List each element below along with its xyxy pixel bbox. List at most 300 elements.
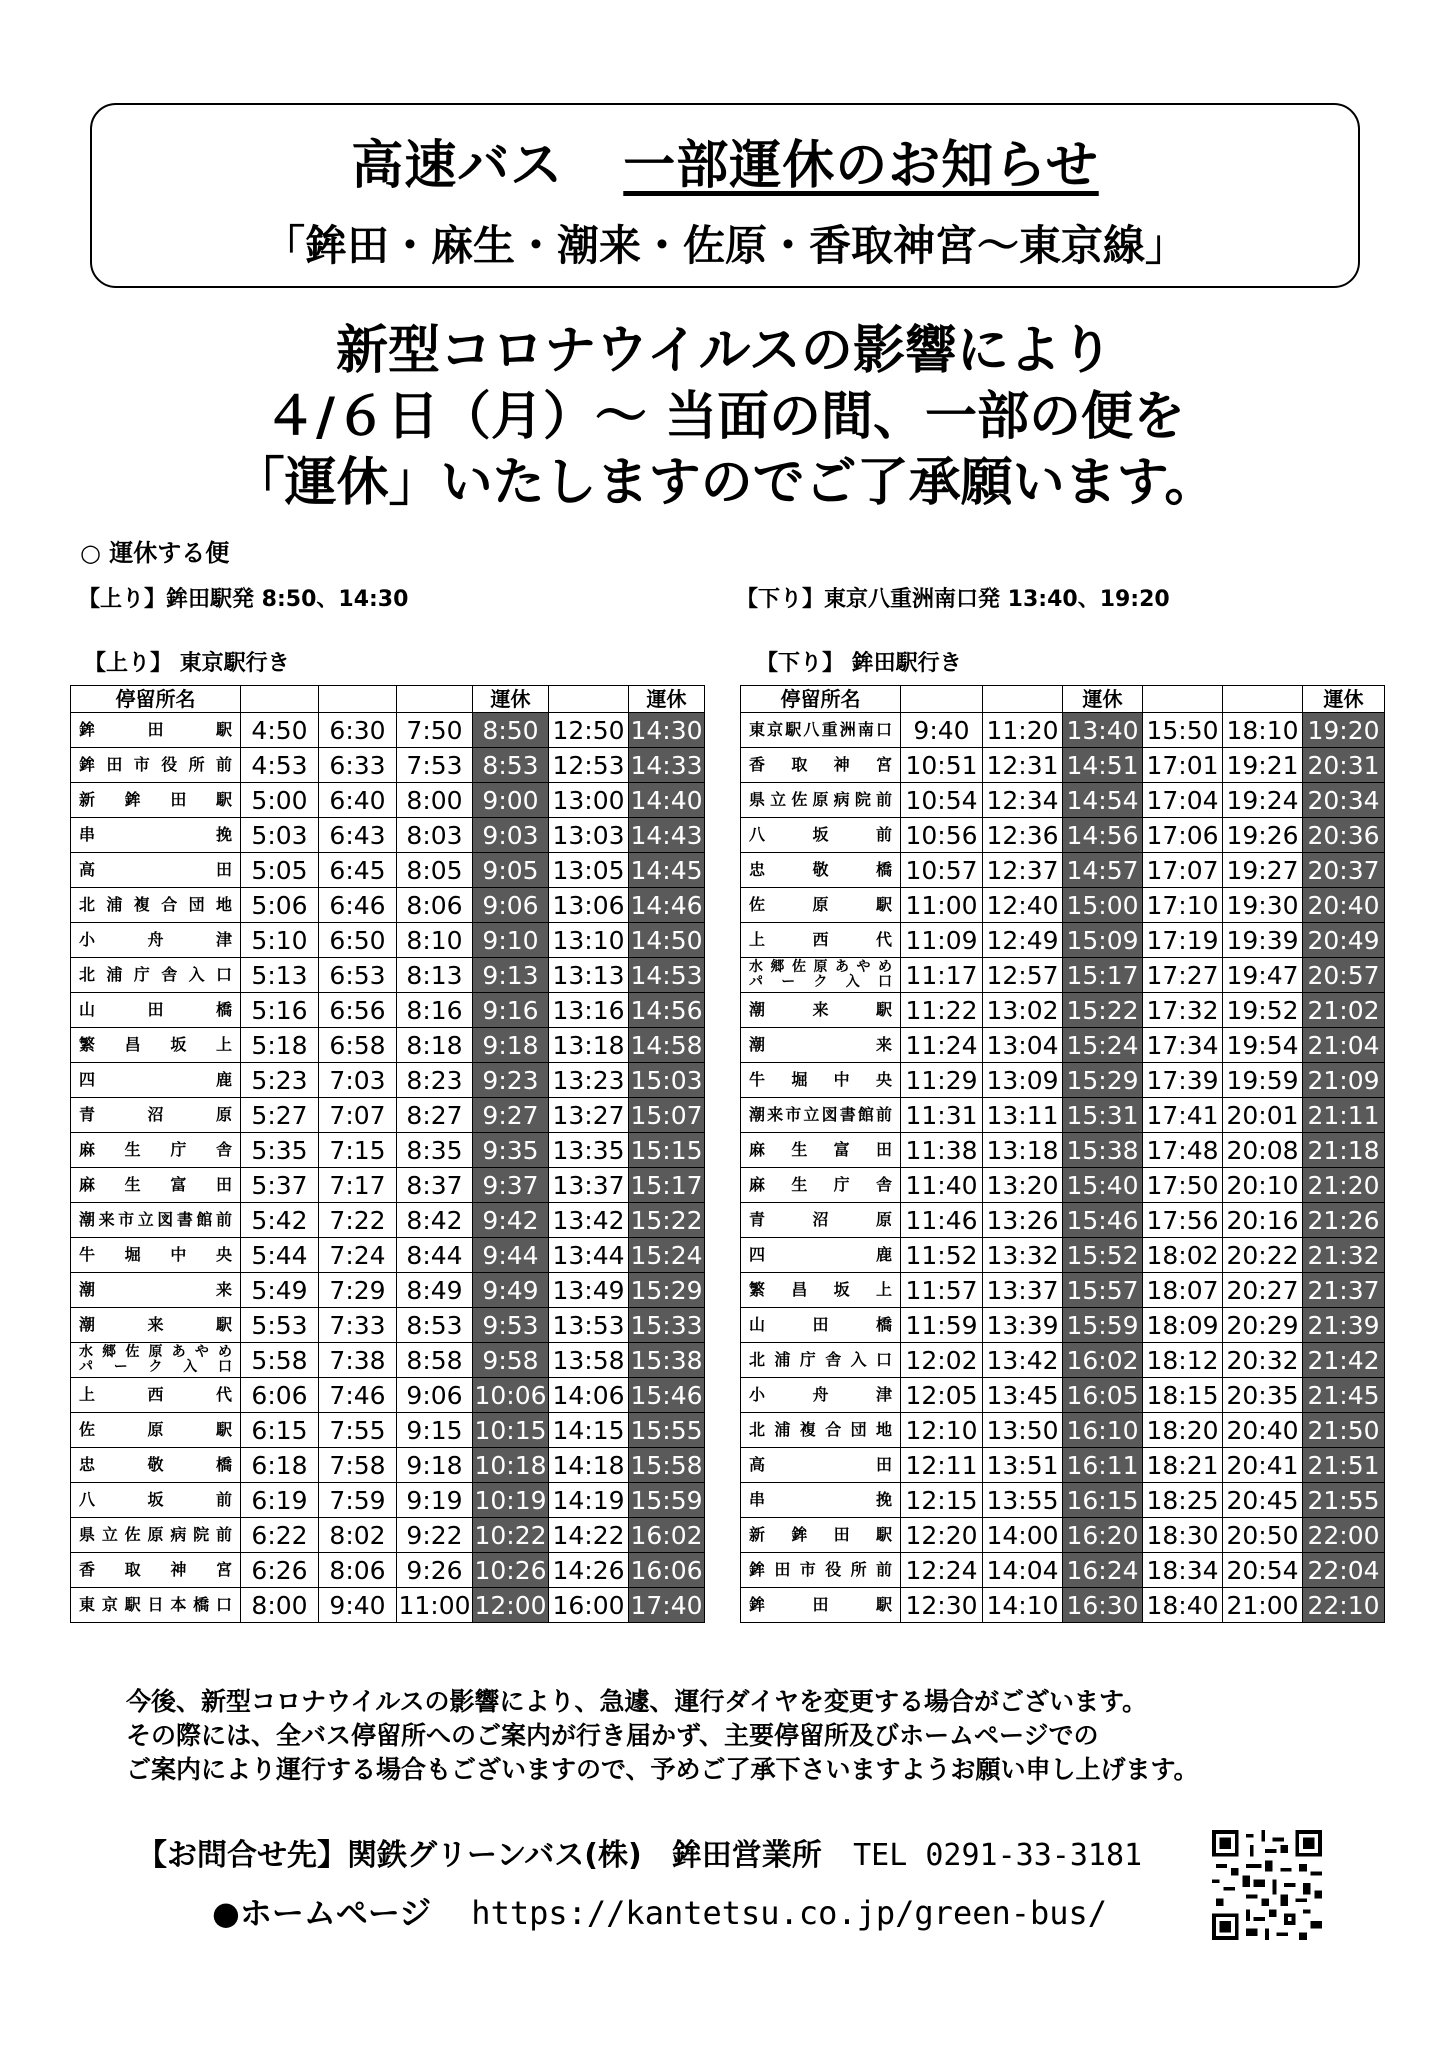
time-cell: 9:40 (319, 1588, 397, 1623)
time-cell: 6:22 (241, 1518, 319, 1553)
time-cell: 13:13 (549, 958, 629, 993)
time-cell: 8:05 (397, 853, 473, 888)
table-row (71, 1168, 705, 1203)
time-cell: 13:05 (549, 853, 629, 888)
time-cell: 10:54 (901, 783, 983, 818)
stop-name: 潮来駅 (741, 993, 901, 1028)
time-cell: 9:10 (473, 923, 549, 958)
time-cell: 15:24 (629, 1238, 705, 1273)
time-cell: 17:10 (1143, 888, 1223, 923)
time-cell: 13:23 (549, 1063, 629, 1098)
time-cell: 15:50 (1143, 713, 1223, 748)
time-cell: 5:53 (241, 1308, 319, 1343)
table-row (71, 1553, 705, 1588)
stop-name: 県立佐原病院前 (741, 783, 901, 818)
column-header (549, 686, 629, 713)
down-timetable (740, 685, 1385, 1623)
time-cell: 10:26 (473, 1553, 549, 1588)
time-cell: 20:32 (1223, 1343, 1303, 1378)
time-cell: 9:37 (473, 1168, 549, 1203)
time-cell: 17:19 (1143, 923, 1223, 958)
time-cell: 21:55 (1303, 1483, 1385, 1518)
time-cell: 21:02 (1303, 993, 1385, 1028)
time-cell: 7:15 (319, 1133, 397, 1168)
time-cell: 16:24 (1063, 1553, 1143, 1588)
stop-name: 北浦庁舎入口 (71, 958, 241, 993)
time-cell: 13:20 (983, 1168, 1063, 1203)
time-cell: 7:53 (397, 748, 473, 783)
suspended-heading: ○ 運休する便 (80, 539, 230, 567)
time-cell: 7:24 (319, 1238, 397, 1273)
time-cell: 14:15 (549, 1413, 629, 1448)
column-header (241, 686, 319, 713)
suspended-down: 【下り】東京八重洲南口発 13:40、19:20 (736, 587, 1170, 612)
time-cell: 12:30 (901, 1588, 983, 1623)
table-row (741, 1413, 1385, 1448)
time-cell: 9:49 (473, 1273, 549, 1308)
table-row (741, 1028, 1385, 1063)
time-cell: 8:53 (397, 1308, 473, 1343)
time-cell: 20:01 (1223, 1098, 1303, 1133)
stop-name: 北浦庁舎入口 (741, 1343, 901, 1378)
time-cell: 11:57 (901, 1273, 983, 1308)
stop-name: 牛堀中央 (741, 1063, 901, 1098)
table-row (71, 853, 705, 888)
time-cell: 9:44 (473, 1238, 549, 1273)
table-row (71, 1518, 705, 1553)
time-cell: 17:39 (1143, 1063, 1223, 1098)
time-cell: 5:42 (241, 1203, 319, 1238)
title-service: 高速バス (351, 136, 564, 196)
time-cell: 7:22 (319, 1203, 397, 1238)
time-cell: 18:25 (1143, 1483, 1223, 1518)
time-cell: 6:58 (319, 1028, 397, 1063)
time-cell: 10:22 (473, 1518, 549, 1553)
time-cell: 13:16 (549, 993, 629, 1028)
time-cell: 19:52 (1223, 993, 1303, 1028)
time-cell: 11:22 (901, 993, 983, 1028)
time-cell: 14:50 (629, 923, 705, 958)
time-cell: 19:47 (1223, 958, 1303, 993)
table-row (71, 1063, 705, 1098)
table-row (71, 923, 705, 958)
time-cell: 13:49 (549, 1273, 629, 1308)
time-cell: 9:19 (397, 1483, 473, 1518)
time-cell: 20:37 (1303, 853, 1385, 888)
time-cell: 14:53 (629, 958, 705, 993)
table-row (741, 1308, 1385, 1343)
table-row (741, 748, 1385, 783)
time-cell: 14:26 (549, 1553, 629, 1588)
homepage-label: ●ホームページ (212, 1894, 432, 1932)
time-cell: 11:20 (983, 713, 1063, 748)
contact-tel[interactable]: TEL 0291-33-3181 (853, 1838, 1143, 1873)
time-cell: 15:55 (629, 1413, 705, 1448)
stop-name: 青沼原 (71, 1098, 241, 1133)
time-cell: 16:11 (1063, 1448, 1143, 1483)
time-cell: 12:40 (983, 888, 1063, 923)
time-cell: 13:39 (983, 1308, 1063, 1343)
time-cell: 5:44 (241, 1238, 319, 1273)
stop-name: 潮来市立図書館前 (71, 1203, 241, 1238)
table-row (741, 888, 1385, 923)
title-box (90, 103, 1360, 288)
time-cell: 9:42 (473, 1203, 549, 1238)
homepage-url[interactable]: https://kantetsu.co.jp/green-bus/ (471, 1894, 1108, 1932)
stop-name: 東京駅八重洲南口 (741, 713, 901, 748)
time-cell: 5:13 (241, 958, 319, 993)
stop-name: 新鉾田駅 (741, 1518, 901, 1553)
time-cell: 5:23 (241, 1063, 319, 1098)
table-row (71, 1098, 705, 1133)
time-cell: 16:20 (1063, 1518, 1143, 1553)
time-cell: 22:04 (1303, 1553, 1385, 1588)
time-cell: 11:31 (901, 1098, 983, 1133)
time-cell: 9:13 (473, 958, 549, 993)
time-cell: 18:10 (1223, 713, 1303, 748)
time-cell: 5:18 (241, 1028, 319, 1063)
time-cell: 6:26 (241, 1553, 319, 1588)
time-cell: 13:27 (549, 1098, 629, 1133)
time-cell: 11:40 (901, 1168, 983, 1203)
table-row (71, 993, 705, 1028)
time-cell: 21:09 (1303, 1063, 1385, 1098)
stop-name: 八坂前 (741, 818, 901, 853)
time-cell: 13:00 (549, 783, 629, 818)
time-cell: 18:12 (1143, 1343, 1223, 1378)
time-cell: 11:59 (901, 1308, 983, 1343)
time-cell: 9:23 (473, 1063, 549, 1098)
time-cell: 10:15 (473, 1413, 549, 1448)
stop-name: 潮来駅 (71, 1308, 241, 1343)
column-header (901, 686, 983, 713)
time-cell: 15:58 (629, 1448, 705, 1483)
time-cell: 9:27 (473, 1098, 549, 1133)
stop-name: 香取神宮 (741, 748, 901, 783)
time-cell: 14:54 (1063, 783, 1143, 818)
time-cell: 7:29 (319, 1273, 397, 1308)
time-cell: 9:18 (473, 1028, 549, 1063)
time-cell: 22:10 (1303, 1588, 1385, 1623)
time-cell: 15:17 (1063, 958, 1143, 993)
stop-name: 鉾田市役所前 (741, 1553, 901, 1588)
time-cell: 13:50 (983, 1413, 1063, 1448)
time-cell: 14:58 (629, 1028, 705, 1063)
up-caption: 【上り】 東京駅行き (84, 651, 290, 676)
time-cell: 19:39 (1223, 923, 1303, 958)
time-cell: 7:33 (319, 1308, 397, 1343)
stop-name: 四鹿 (71, 1063, 241, 1098)
time-cell: 17:32 (1143, 993, 1223, 1028)
down-caption: 【下り】 鉾田駅行き (756, 651, 962, 676)
time-cell: 16:02 (1063, 1343, 1143, 1378)
time-cell: 16:06 (629, 1553, 705, 1588)
table-row (71, 783, 705, 818)
stop-name: 上西代 (741, 923, 901, 958)
homepage (212, 1888, 1107, 1934)
time-cell: 17:56 (1143, 1203, 1223, 1238)
time-cell: 9:40 (901, 713, 983, 748)
time-cell: 11:17 (901, 958, 983, 993)
time-cell: 15:29 (629, 1273, 705, 1308)
time-cell: 12:24 (901, 1553, 983, 1588)
time-cell: 15:07 (629, 1098, 705, 1133)
table-row (741, 1483, 1385, 1518)
time-cell: 5:27 (241, 1098, 319, 1133)
table-row (741, 1098, 1385, 1133)
suspended-up: 【上り】鉾田駅発 8:50、14:30 (78, 587, 409, 612)
column-header: 運休 (473, 686, 549, 713)
time-cell: 12:20 (901, 1518, 983, 1553)
qr-code-icon[interactable] (1212, 1830, 1322, 1940)
time-cell: 8:42 (397, 1203, 473, 1238)
notice-title (92, 123, 1358, 198)
time-cell: 13:11 (983, 1098, 1063, 1133)
table-row (741, 713, 1385, 748)
time-cell: 20:34 (1303, 783, 1385, 818)
time-cell: 15:59 (1063, 1308, 1143, 1343)
time-cell: 20:16 (1223, 1203, 1303, 1238)
time-cell: 14:40 (629, 783, 705, 818)
stop-name: 高田 (741, 1448, 901, 1483)
time-cell: 14:19 (549, 1483, 629, 1518)
table-row (741, 993, 1385, 1028)
time-cell: 9:18 (397, 1448, 473, 1483)
time-cell: 17:04 (1143, 783, 1223, 818)
time-cell: 14:46 (629, 888, 705, 923)
time-cell: 5:00 (241, 783, 319, 818)
time-cell: 9:35 (473, 1133, 549, 1168)
intro-line-3: 「運休」いたしますのでご了承願います。 (232, 453, 1217, 513)
time-cell: 10:19 (473, 1483, 549, 1518)
time-cell: 18:40 (1143, 1588, 1223, 1623)
stop-name: 香取神宮 (71, 1553, 241, 1588)
time-cell: 15:22 (629, 1203, 705, 1238)
time-cell: 9:05 (473, 853, 549, 888)
time-cell: 13:02 (983, 993, 1063, 1028)
time-cell: 21:37 (1303, 1273, 1385, 1308)
time-cell: 15:38 (629, 1343, 705, 1378)
time-cell: 6:19 (241, 1483, 319, 1518)
contact-label: 【お問合せ先】関鉄グリーンバス(株) 鉾田営業所 (137, 1838, 822, 1873)
time-cell: 17:07 (1143, 853, 1223, 888)
time-cell: 15:09 (1063, 923, 1143, 958)
time-cell: 9:16 (473, 993, 549, 1028)
time-cell: 20:36 (1303, 818, 1385, 853)
time-cell: 19:26 (1223, 818, 1303, 853)
stop-name: 青沼原 (741, 1203, 901, 1238)
time-cell: 7:58 (319, 1448, 397, 1483)
time-cell: 8:06 (319, 1553, 397, 1588)
time-cell: 8:58 (397, 1343, 473, 1378)
time-cell: 7:07 (319, 1098, 397, 1133)
time-cell: 7:50 (397, 713, 473, 748)
time-cell: 20:27 (1223, 1273, 1303, 1308)
time-cell: 6:30 (319, 713, 397, 748)
time-cell: 17:01 (1143, 748, 1223, 783)
stop-name: 鉾田駅 (741, 1588, 901, 1623)
time-cell: 6:50 (319, 923, 397, 958)
time-cell: 8:53 (473, 748, 549, 783)
time-cell: 5:10 (241, 923, 319, 958)
stop-name: 繁昌坂上 (741, 1273, 901, 1308)
time-cell: 20:29 (1223, 1308, 1303, 1343)
time-cell: 20:40 (1223, 1413, 1303, 1448)
time-cell: 5:49 (241, 1273, 319, 1308)
time-cell: 6:43 (319, 818, 397, 853)
time-cell: 15:46 (629, 1378, 705, 1413)
table-row (71, 1448, 705, 1483)
time-cell: 15:33 (629, 1308, 705, 1343)
time-cell: 5:37 (241, 1168, 319, 1203)
time-cell: 13:18 (549, 1028, 629, 1063)
time-cell: 7:17 (319, 1168, 397, 1203)
stop-header: 停留所名 (71, 686, 241, 713)
time-cell: 5:03 (241, 818, 319, 853)
table-row (741, 1063, 1385, 1098)
column-header: 運休 (1063, 686, 1143, 713)
time-cell: 8:00 (397, 783, 473, 818)
time-cell: 21:45 (1303, 1378, 1385, 1413)
time-cell: 12:57 (983, 958, 1063, 993)
time-cell: 6:18 (241, 1448, 319, 1483)
stop-name: 県立佐原病院前 (71, 1518, 241, 1553)
time-cell: 22:00 (1303, 1518, 1385, 1553)
stop-name: 山田橋 (741, 1308, 901, 1343)
time-cell: 10:18 (473, 1448, 549, 1483)
time-cell: 7:46 (319, 1378, 397, 1413)
time-cell: 19:30 (1223, 888, 1303, 923)
table-row (71, 1588, 705, 1623)
time-cell: 7:03 (319, 1063, 397, 1098)
time-cell: 14:56 (629, 993, 705, 1028)
time-cell: 16:00 (549, 1588, 629, 1623)
time-cell: 20:35 (1223, 1378, 1303, 1413)
time-cell: 8:16 (397, 993, 473, 1028)
time-cell: 17:48 (1143, 1133, 1223, 1168)
time-cell: 11:24 (901, 1028, 983, 1063)
time-cell: 8:44 (397, 1238, 473, 1273)
time-cell: 8:37 (397, 1168, 473, 1203)
stop-name: 忠敬橋 (741, 853, 901, 888)
time-cell: 13:35 (549, 1133, 629, 1168)
time-cell: 11:52 (901, 1238, 983, 1273)
stop-name: 潮来市立図書館前 (741, 1098, 901, 1133)
time-cell: 21:50 (1303, 1413, 1385, 1448)
table-row (71, 1028, 705, 1063)
time-cell: 15:00 (1063, 888, 1143, 923)
stop-name: 鉾田市役所前 (71, 748, 241, 783)
time-cell: 7:38 (319, 1343, 397, 1378)
time-cell: 15:15 (629, 1133, 705, 1168)
table-row (741, 1273, 1385, 1308)
time-cell: 21:51 (1303, 1448, 1385, 1483)
time-cell: 20:49 (1303, 923, 1385, 958)
time-cell: 15:38 (1063, 1133, 1143, 1168)
time-cell: 11:46 (901, 1203, 983, 1238)
time-cell: 14:18 (549, 1448, 629, 1483)
time-cell: 12:50 (549, 713, 629, 748)
time-cell: 13:09 (983, 1063, 1063, 1098)
time-cell: 12:31 (983, 748, 1063, 783)
stop-name: 忠敬橋 (71, 1448, 241, 1483)
column-header (397, 686, 473, 713)
stop-name: 麻生富田 (741, 1133, 901, 1168)
time-cell: 21:20 (1303, 1168, 1385, 1203)
time-cell: 7:59 (319, 1483, 397, 1518)
time-cell: 6:06 (241, 1378, 319, 1413)
time-cell: 19:20 (1303, 713, 1385, 748)
intro-line-2: ４/６日（月）～ 当面の間、一部の便を (263, 387, 1186, 447)
time-cell: 8:06 (397, 888, 473, 923)
time-cell: 19:21 (1223, 748, 1303, 783)
time-cell: 9:06 (473, 888, 549, 923)
time-cell: 21:00 (1223, 1588, 1303, 1623)
time-cell: 12:02 (901, 1343, 983, 1378)
stop-name: 小舟津 (71, 923, 241, 958)
table-row (741, 853, 1385, 888)
time-cell: 6:53 (319, 958, 397, 993)
table-row (741, 1238, 1385, 1273)
time-cell: 14:51 (1063, 748, 1143, 783)
table-row (71, 1483, 705, 1518)
time-cell: 14:00 (983, 1518, 1063, 1553)
time-cell: 18:21 (1143, 1448, 1223, 1483)
time-cell: 11:09 (901, 923, 983, 958)
time-cell: 9:06 (397, 1378, 473, 1413)
time-cell: 9:22 (397, 1518, 473, 1553)
stop-name: 串挽 (71, 818, 241, 853)
time-cell: 20:10 (1223, 1168, 1303, 1203)
time-cell: 12:15 (901, 1483, 983, 1518)
stop-name: 高田 (71, 853, 241, 888)
time-cell: 9:53 (473, 1308, 549, 1343)
stop-name: 麻生富田 (71, 1168, 241, 1203)
time-cell: 8:50 (473, 713, 549, 748)
table-row (71, 1378, 705, 1413)
time-cell: 14:33 (629, 748, 705, 783)
time-cell: 12:53 (549, 748, 629, 783)
time-cell: 8:35 (397, 1133, 473, 1168)
time-cell: 19:54 (1223, 1028, 1303, 1063)
table-row (71, 748, 705, 783)
time-cell: 20:54 (1223, 1553, 1303, 1588)
time-cell: 21:32 (1303, 1238, 1385, 1273)
time-cell: 14:56 (1063, 818, 1143, 853)
time-cell: 21:42 (1303, 1343, 1385, 1378)
time-cell: 9:58 (473, 1343, 549, 1378)
table-row (741, 1378, 1385, 1413)
table-row (741, 1518, 1385, 1553)
time-cell: 13:04 (983, 1028, 1063, 1063)
time-cell: 11:00 (397, 1588, 473, 1623)
time-cell: 14:57 (1063, 853, 1143, 888)
time-cell: 13:55 (983, 1483, 1063, 1518)
time-cell: 21:26 (1303, 1203, 1385, 1238)
time-cell: 8:49 (397, 1273, 473, 1308)
stop-name: 佐原駅 (741, 888, 901, 923)
stop-name: 潮来 (71, 1273, 241, 1308)
time-cell: 13:18 (983, 1133, 1063, 1168)
column-header (1223, 686, 1303, 713)
notice-line-2: その際には、全バス停留所へのご案内が行き届かず、主要停留所及びホームページでの (126, 1721, 1099, 1750)
time-cell: 12:37 (983, 853, 1063, 888)
time-cell: 9:26 (397, 1553, 473, 1588)
time-cell: 15:52 (1063, 1238, 1143, 1273)
time-cell: 8:10 (397, 923, 473, 958)
time-cell: 19:59 (1223, 1063, 1303, 1098)
time-cell: 13:32 (983, 1238, 1063, 1273)
